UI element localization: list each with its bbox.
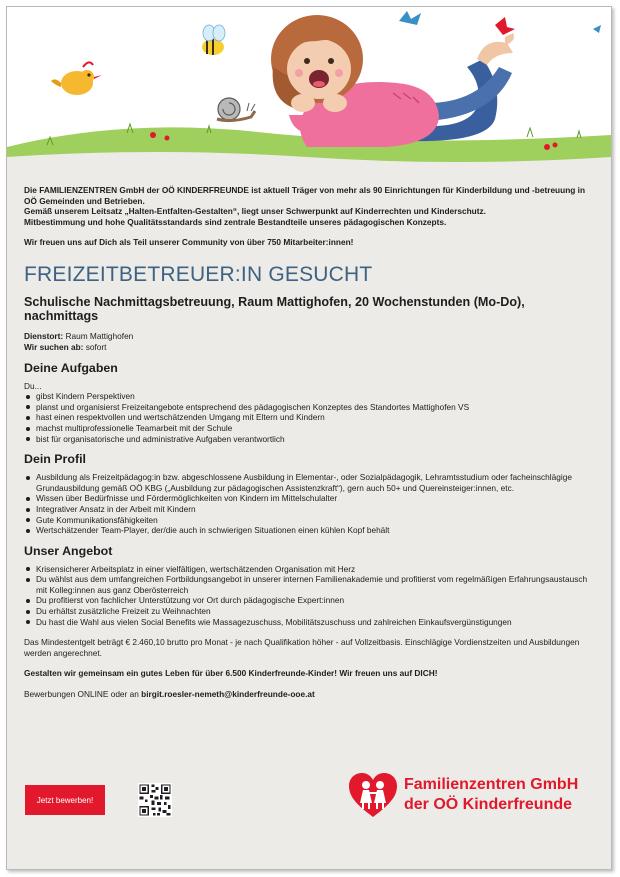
job-posting-page	[6, 6, 612, 870]
list-item: Ausbildung als Freizeitpädagog:in bzw. abgeschlossene Ausbildung in Elementar-, oder Sozialpädagogik, Lehramtsstudium oder facheinschlägige Grundausbildung gemäß OÖ KBG („Ausbildung zur pädagogischen Assistenzkraft“), gern auch 50+ und Quereinsteiger:innen, etc.	[24, 472, 594, 493]
intro-quality: Mitbestimmung und hohe Qualitätsstandards sind zentrale Bestandteile unseres pädagogischen Konzepts.	[24, 216, 447, 227]
apply-button[interactable]: Jetzt bewerben!	[25, 785, 105, 815]
closing-statement: Gestalten wir gemeinsam ein gutes Leben für über 6.500 Kinderfreunde-Kinder! Wir freuen uns auf DICH!	[24, 668, 438, 679]
list-item: Gute Kommunikationsfähigkeiten	[24, 515, 594, 526]
list-item: bist für organisatorische und administrative Aufgaben verantwortlich	[24, 434, 594, 445]
application-email-link[interactable]: birgit.roesler-nemeth@kinderfreunde-ooe.at	[141, 689, 315, 700]
logo-line-1: Familienzentren GmbH	[404, 776, 579, 793]
tasks-list	[24, 391, 594, 444]
posting-content	[24, 185, 594, 700]
list-item: planst und organisierst Freizeitangebote entsprechend des pädagogischen Konzeptes des Standortes Mattighofen VS	[24, 402, 594, 413]
application-text: Bewerbungen ONLINE oder an	[24, 689, 142, 700]
list-item: Du profitierst von fachlicher Unterstützung vor Ort durch pädagogische Expert:innen	[24, 595, 594, 606]
start-row	[24, 342, 594, 353]
intro-organisation: Die FAMILIENZENTREN GmbH der OÖ KINDERFREUNDE ist aktuell Träger von mehr als 90 Einrichtungen für Kinderbildung und -betreuung in OÖ Gemeinden und Betrieben.	[24, 185, 586, 206]
salary-note: Das Mindestentgelt beträgt € 2.460,10 brutto pro Monat - je nach Qualifikation höher - auf Vollzeitbasis. Einschlägige Vordienstzeiten und Ausbildungen werden angerechnet.	[24, 637, 580, 658]
offer-heading: Unser Angebot	[24, 543, 113, 558]
company-logo	[347, 771, 577, 819]
start-value: sofort	[85, 341, 107, 352]
logo-line-2: der OÖ Kinderfreunde	[404, 796, 573, 813]
job-subtitle: Schulische Nachmittagsbetreuung, Raum Mattighofen, 20 Wochenstunden (Mo-Do), nachmittags	[24, 295, 525, 324]
list-item: Wertschätzender Team-Player, der/die auch in schwierigen Situationen einen kühlen Kopf behält	[24, 525, 594, 536]
job-meta	[24, 331, 594, 352]
list-item: hast einen respektvollen und wertschätzenden Umgang mit Eltern und Kindern	[24, 412, 594, 423]
community-statement: Wir freuen uns auf Dich als Teil unserer Community von über 750 Mitarbeiter:innen!	[24, 237, 354, 248]
header-illustration	[7, 7, 611, 175]
qr-code-icon[interactable]	[138, 783, 172, 817]
offer-list	[24, 564, 594, 628]
start-label: Wir suchen ab:	[24, 341, 84, 352]
location-row	[24, 331, 594, 342]
location-value: Raum Mattighofen	[65, 331, 134, 342]
location-label: Dienstort:	[24, 331, 64, 342]
profile-list	[24, 472, 594, 536]
girl-lying-in-grass-illustration	[7, 7, 611, 175]
profile-heading: Dein Profil	[24, 452, 86, 467]
tasks-lead: Du...	[24, 380, 42, 391]
list-item: Wissen über Bedürfnisse und Fördermöglichkeiten von Kindern im Mittelschulalter	[24, 493, 594, 504]
list-item: Du wählst aus dem umfangreichen Fortbildungsangebot in unserer internen Familienakademie und profitierst vom regelmäßigen Erfahrungsaustausch mit Kolleg:innen aus ganz Oberösterreich	[24, 574, 594, 595]
list-item: Krisensicherer Arbeitsplatz in einer vielfältigen, wertschätzenden Organisation mit Herz	[24, 564, 594, 575]
list-item: Du erhältst zusätzliche Freizeit zu Weihnachten	[24, 606, 594, 617]
intro-mission: Gemäß unserem Leitsatz „Halten-Entfalten-Gestalten“, liegt unser Schwerpunkt auf Kinderrechten und Kinderschutz.	[24, 206, 486, 217]
list-item: gibst Kindern Perspektiven	[24, 391, 594, 402]
tasks-heading: Deine Aufgaben	[24, 360, 118, 375]
application-info	[24, 689, 594, 700]
heart-children-logo-icon	[347, 771, 399, 819]
job-title: FREIZEITBETREUER:IN GESUCHT	[24, 263, 373, 287]
list-item: machst multiprofessionelle Teamarbeit mit der Schule	[24, 423, 594, 434]
list-item: Integrativer Ansatz in der Arbeit mit Kindern	[24, 504, 594, 515]
list-item: Du hast die Wahl aus vielen Social Benefits wie Massagezuschuss, Mobilitätszuschuss und zahlreichen Einkaufsvergünstigungen	[24, 617, 594, 628]
